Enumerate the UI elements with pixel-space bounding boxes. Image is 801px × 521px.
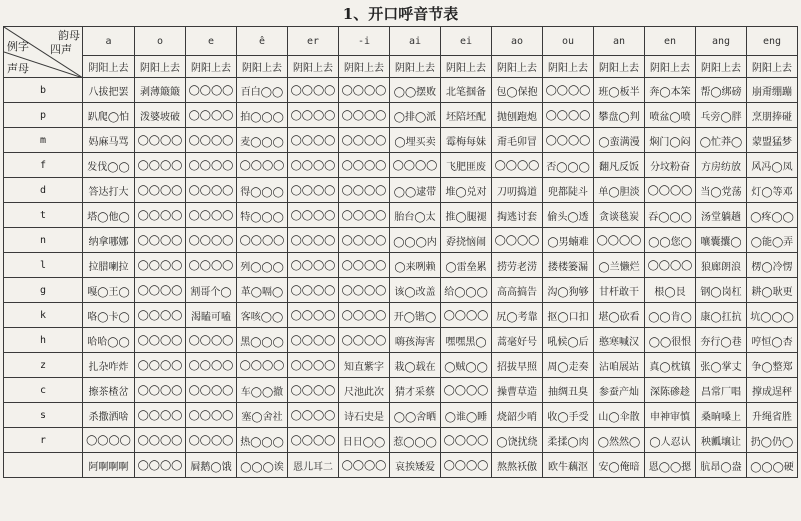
syllable-cell: ◯◯◯◯ [186, 253, 237, 278]
table-row [4, 378, 798, 403]
syllable-cell: ◯◯◯◯ [186, 78, 237, 103]
table-row [4, 228, 798, 253]
syllable-cell: ◯◯◯◯ [645, 253, 696, 278]
table-row [4, 78, 798, 103]
syllable-cell: ◯◯◯◯ [288, 428, 339, 453]
table-row [4, 153, 798, 178]
syllable-cell: ◯◯◯◯ [441, 303, 492, 328]
syllable-cell: 山◯伞散 [594, 403, 645, 428]
syllable-cell: ◯◯◯◯ [135, 428, 186, 453]
syllable-cell: 泼婆坡破 [135, 103, 186, 128]
initial-label: p [4, 103, 83, 128]
syllable-cell: 收◯手受 [543, 403, 594, 428]
tone-header: 阴阳上去 [441, 56, 492, 78]
syllable-cell: ◯◯您◯ [645, 228, 696, 253]
tone-header: 阴阳上去 [492, 56, 543, 78]
syllable-cell: 甭毛卯冒 [492, 128, 543, 153]
initial-label: l [4, 253, 83, 278]
corner-label-shengmu: 声母 [7, 62, 29, 75]
syllable-cell: 趴爬◯怕 [83, 103, 135, 128]
syllable-cell: ◯人忍认 [645, 428, 696, 453]
syllable-cell: 搂楼篓漏 [543, 253, 594, 278]
syllable-cell: ◯来咧赖 [390, 253, 441, 278]
final-header: ai [390, 27, 441, 56]
syllable-cell: ◯◯◯◯ [288, 253, 339, 278]
syllable-cell: 开◯锴◯ [390, 303, 441, 328]
syllable-cell: 革◯嗝◯ [237, 278, 288, 303]
syllable-cell: ◯◯◯◯ [288, 353, 339, 378]
syllable-cell: 兜都陡斗 [543, 178, 594, 203]
syllable-cell: ◯蛮满漫 [594, 128, 645, 153]
table-row [4, 428, 798, 453]
table-row [4, 203, 798, 228]
tone-header: 阴阳上去 [339, 56, 390, 78]
syllable-cell: 撑成逞秤 [747, 378, 798, 403]
syllable-cell: ◯◯◯◯ [339, 303, 390, 328]
table-row [4, 128, 798, 153]
syllable-cell: ◯◯◯◯ [339, 153, 390, 178]
tone-header: 阴阳上去 [747, 56, 798, 78]
syllable-cell: 奔◯本笨 [645, 78, 696, 103]
syllable-cell: 知直紫字 [339, 353, 390, 378]
syllable-cell: 妈麻马骂 [83, 128, 135, 153]
syllable-cell: 惹◯◯◯ [390, 428, 441, 453]
syllable-cell: 贪谈毯炭 [594, 203, 645, 228]
syllable-cell: ◯◯很恨 [645, 328, 696, 353]
final-header: -i [339, 27, 390, 56]
syllable-cell: 得◯◯◯ [237, 178, 288, 203]
tone-header: 阴阳上去 [186, 56, 237, 78]
initial-label: b [4, 78, 83, 103]
syllable-cell: 屙鹅◯饿 [186, 453, 237, 478]
syllable-cell: 该◯改盖 [390, 278, 441, 303]
syllable-cell: ◯◯◯◯ [288, 103, 339, 128]
syllable-cell: ◯◯◯◯ [339, 103, 390, 128]
syllable-cell: ◯◯逮带 [390, 178, 441, 203]
syllable-cell: ◯排◯派 [390, 103, 441, 128]
syllable-cell: 狼廊朗浪 [696, 253, 747, 278]
syllable-cell: 客咳◯◯ [237, 303, 288, 328]
syllable-cell: ◯◯◯◯ [135, 403, 186, 428]
syllable-cell: 夯行◯巷 [696, 328, 747, 353]
syllable-cell: ◯◯◯内 [390, 228, 441, 253]
table-row [4, 403, 798, 428]
final-header: ê [237, 27, 288, 56]
syllable-cell: 给◯◯◯ [441, 278, 492, 303]
syllable-cell: ◯◯舍晒 [390, 403, 441, 428]
syllable-cell: 柔揉◯肉 [543, 428, 594, 453]
syllable-cell: ◯男蝻难 [543, 228, 594, 253]
syllable-cell: ◯贼◯◯ [441, 353, 492, 378]
syllable-cell: ◯◯◯◯ [135, 203, 186, 228]
tone-header: 阴阳上去 [594, 56, 645, 78]
final-header: ao [492, 27, 543, 56]
syllable-cell: ◯雷垒累 [441, 253, 492, 278]
syllable-cell: 拍◯◯◯ [237, 103, 288, 128]
initial-label: s [4, 403, 83, 428]
final-header: ang [696, 27, 747, 56]
final-header: an [594, 27, 645, 56]
syllable-cell: 尻◯考靠 [492, 303, 543, 328]
syllable-cell: ◯◯◯诶 [237, 453, 288, 478]
syllable-cell: 帮◯绑磅 [696, 78, 747, 103]
page-title: 1、开口呼音节表 [342, 5, 459, 23]
syllable-cell: ◯◯◯◯ [288, 378, 339, 403]
syllable-cell: ◯◯◯◯ [186, 428, 237, 453]
syllable-cell: 安◯俺暗 [594, 453, 645, 478]
syllable-cell: ◯◯◯◯ [288, 228, 339, 253]
syllable-cell: 车◯◯撤 [237, 378, 288, 403]
initial-label: z [4, 353, 83, 378]
syllable-cell: 乓旁◯胖 [696, 103, 747, 128]
initial-label: k [4, 303, 83, 328]
syllable-cell: ◯◯◯◯ [543, 78, 594, 103]
syllable-cell: 分坟粉奋 [645, 153, 696, 178]
table-row [4, 178, 798, 203]
syllable-cell: 北笔掴备 [441, 78, 492, 103]
syllable-cell: 尺池此次 [339, 378, 390, 403]
syllable-cell: 日日◯◯ [339, 428, 390, 453]
table-row [4, 353, 798, 378]
initial-label: d [4, 178, 83, 203]
syllable-cell: 胎台◯太 [390, 203, 441, 228]
syllable-cell: 坯陪坯配 [441, 103, 492, 128]
syllable-cell: ◯◯◯◯ [135, 328, 186, 353]
syllable-cell: ◯◯肯◯ [645, 303, 696, 328]
syllable-cell: 麦◯◯◯ [237, 128, 288, 153]
syllable-cell: 抠◯口扣 [543, 303, 594, 328]
final-header: en [645, 27, 696, 56]
syllable-cell: ◯◯◯◯ [441, 453, 492, 478]
syllable-cell: 康◯扛抗 [696, 303, 747, 328]
syllable-cell: 吼候◯后 [543, 328, 594, 353]
syllable-cell: ◯◯◯◯ [237, 228, 288, 253]
syllable-cell: ◯◯◯◯ [645, 178, 696, 203]
initial-label: r [4, 428, 83, 453]
syllable-cell: 推◯腿褪 [441, 203, 492, 228]
syllable-cell: ◯◯◯◯ [339, 328, 390, 353]
syllable-cell: ◯◯◯◯ [288, 328, 339, 353]
syllable-cell: 擦茶楂岔 [83, 378, 135, 403]
final-header: e [186, 27, 237, 56]
final-header: ei [441, 27, 492, 56]
syllable-cell: 抽绸丑臭 [543, 378, 594, 403]
syllable-cell: ◯◯◯◯ [288, 203, 339, 228]
syllable-cell: 扎杂咋炸 [83, 353, 135, 378]
syllable-cell: ◯◯◯◯ [135, 178, 186, 203]
syllable-cell: 深陈碜趁 [645, 378, 696, 403]
corner-label-lizi: 例字 [7, 40, 29, 53]
syllable-cell: 申神审慎 [645, 403, 696, 428]
syllable-cell: 当◯党荡 [696, 178, 747, 203]
syllable-cell: ◯◯◯◯ [288, 278, 339, 303]
tone-header: 阴阳上去 [390, 56, 441, 78]
syllable-cell: ◯◯◯◯ [237, 353, 288, 378]
tone-header: 阴阳上去 [645, 56, 696, 78]
syllable-cell: 根◯艮 [645, 278, 696, 303]
tones-header-row [4, 56, 798, 78]
tone-header: 阴阳上去 [135, 56, 186, 78]
syllable-cell: 桑晌嗓上 [696, 403, 747, 428]
syllable-cell: 沟◯狗够 [543, 278, 594, 303]
syllable-cell: ◯◯◯◯ [83, 428, 135, 453]
syllable-cell: ◯◯◯◯ [339, 128, 390, 153]
syllable-cell: ◯◯◯◯ [135, 128, 186, 153]
syllable-cell: 飞肥匪废 [441, 153, 492, 178]
syllable-cell: 沾咱展站 [594, 353, 645, 378]
syllable-cell: 包◯保抱 [492, 78, 543, 103]
syllable-cell: 昌常厂唱 [696, 378, 747, 403]
syllable-cell: 热◯◯◯ [237, 428, 288, 453]
finals-header-row [4, 27, 798, 56]
syllable-cell: 楞◯冷愣 [747, 253, 798, 278]
tone-header: 阴阳上去 [696, 56, 747, 78]
initial-label: m [4, 128, 83, 153]
syllable-cell: 钢◯岗杠 [696, 278, 747, 303]
syllable-cell: 咯◯卡◯ [83, 303, 135, 328]
syllable-cell: 真◯枕镇 [645, 353, 696, 378]
final-header: er [288, 27, 339, 56]
syllable-cell: 高高搞告 [492, 278, 543, 303]
table-row [4, 253, 798, 278]
syllable-cell: ◯◯◯◯ [339, 453, 390, 478]
initial-label: g [4, 278, 83, 303]
syllable-cell: ◯◯◯◯ [339, 203, 390, 228]
syllable-cell: 发伐◯◯ [83, 153, 135, 178]
syllable-cell: 偷头◯透 [543, 203, 594, 228]
syllable-cell: ◯◯◯◯ [441, 428, 492, 453]
syllable-cell: ◯◯◯◯ [288, 78, 339, 103]
syllable-cell: ◯◯◯◯ [237, 153, 288, 178]
syllable-cell: 嘿嘿黑◯ [441, 328, 492, 353]
syllable-cell: 憨寒喊汉 [594, 328, 645, 353]
syllable-cell: 孬挠恼闹 [441, 228, 492, 253]
syllable-cell: ◯◯◯◯ [135, 153, 186, 178]
final-header: a [83, 27, 135, 56]
syllable-cell: 焖门◯闷 [645, 128, 696, 153]
syllable-cell: ◯◯◯◯ [288, 303, 339, 328]
syllable-cell: 塔◯他◯ [83, 203, 135, 228]
syllable-cell: 八拔把罢 [83, 78, 135, 103]
syllable-cell: 杀撒洒啥 [83, 403, 135, 428]
syllable-cell: 阿啊啊啊 [83, 453, 135, 478]
syllable-cell: 崩甭绷蹦 [747, 78, 798, 103]
table-row [4, 303, 798, 328]
initial-label: t [4, 203, 83, 228]
syllable-cell: 攀盘◯判 [594, 103, 645, 128]
initial-label: h [4, 328, 83, 353]
syllable-cell: 升绳省胜 [747, 403, 798, 428]
syllable-cell: ◯◯◯◯ [390, 153, 441, 178]
corner-label-yunmu: 韵母 [58, 29, 80, 42]
table-row [4, 103, 798, 128]
syllable-cell: 百白◯◯ [237, 78, 288, 103]
syllable-cell: 恩儿耳二 [288, 453, 339, 478]
syllable-cell: 列◯◯◯ [237, 253, 288, 278]
syllable-cell: 黑◯◯◯ [237, 328, 288, 353]
syllable-cell: 烹朋捧碰 [747, 103, 798, 128]
final-header: ou [543, 27, 594, 56]
syllable-cell: 特◯◯◯ [237, 203, 288, 228]
syllable-cell: 猜才采蔡 [390, 378, 441, 403]
syllable-cell: ◯◯◯◯ [594, 228, 645, 253]
syllable-cell: ◯◯◯◯ [288, 153, 339, 178]
syllable-cell: 秧瓤壤让 [696, 428, 747, 453]
syllable-cell: ◯忙莽◯ [696, 128, 747, 153]
syllable-cell: 掏逃讨套 [492, 203, 543, 228]
syllable-cell: ◯◯◯◯ [288, 178, 339, 203]
syllable-cell: ◯◯◯◯ [339, 178, 390, 203]
syllable-cell: 哼恒◯杏 [747, 328, 798, 353]
syllable-cell: ◯◯◯◯ [135, 378, 186, 403]
syllable-cell: 蒙盟猛梦 [747, 128, 798, 153]
syllable-cell: ◯◯◯◯ [135, 303, 186, 328]
syllable-cell: ◯◯◯◯ [186, 128, 237, 153]
syllable-cell: 刀叨捣道 [492, 178, 543, 203]
syllable-cell: ◯◯◯◯ [135, 278, 186, 303]
syllable-cell: ◯◯摆败 [390, 78, 441, 103]
initial-label [4, 453, 83, 478]
syllable-cell: 熬熬袄傲 [492, 453, 543, 478]
syllable-cell: 烧韶少哨 [492, 403, 543, 428]
syllable-cell: 单◯胆淡 [594, 178, 645, 203]
syllable-cell: ◯◯◯◯ [339, 78, 390, 103]
syllable-cell: ◯◯◯◯ [135, 453, 186, 478]
syllable-cell: ◯◯◯◯ [543, 128, 594, 153]
syllable-cell: 欧牛藕沤 [543, 453, 594, 478]
syllable-cell: 耕◯耿更 [747, 278, 798, 303]
table-row [4, 328, 798, 353]
syllable-cell: ◯◯◯◯ [543, 103, 594, 128]
syllable-cell: ◯疼◯◯ [747, 203, 798, 228]
syllable-cell: ◯◯◯◯ [492, 228, 543, 253]
syllable-cell: ◯◯◯◯ [288, 403, 339, 428]
syllable-cell: 蒿毫好号 [492, 328, 543, 353]
syllable-cell: 栽◯载在 [390, 353, 441, 378]
tone-header: 阴阳上去 [288, 56, 339, 78]
syllable-cell: 汤堂躺趟 [696, 203, 747, 228]
final-header: eng [747, 27, 798, 56]
syllable-cell: 翻凡反饭 [594, 153, 645, 178]
syllable-cell: 纳拿哪娜 [83, 228, 135, 253]
syllable-cell: ◯◯◯◯ [135, 353, 186, 378]
syllable-cell: ◯◯◯◯ [186, 103, 237, 128]
syllable-cell: 恩◯◯摁 [645, 453, 696, 478]
syllable-cell: ◯◯◯◯ [186, 353, 237, 378]
syllable-cell: 吞◯◯◯ [645, 203, 696, 228]
syllable-cell: ◯谁◯睡 [441, 403, 492, 428]
table-corner-cell [4, 27, 83, 78]
syllable-cell: 捞劳老涝 [492, 253, 543, 278]
syllable-cell: 方房纺放 [696, 153, 747, 178]
syllable-cell: ◯◯◯◯ [186, 403, 237, 428]
syllable-cell: 肮昂◯盎 [696, 453, 747, 478]
syllable-cell: ◯◯◯◯ [186, 153, 237, 178]
syllable-cell: 操曹草造 [492, 378, 543, 403]
syllable-cell: 嚷囊攮◯ [696, 228, 747, 253]
syllable-cell: 争◯整郑 [747, 353, 798, 378]
syllable-cell: 霉梅每妹 [441, 128, 492, 153]
syllable-cell: 哈哈◯◯ [83, 328, 135, 353]
syllable-cell: 张◯掌丈 [696, 353, 747, 378]
syllable-cell: 答达打大 [83, 178, 135, 203]
syllable-cell: 灯◯等邓 [747, 178, 798, 203]
syllable-cell: 扔◯仍◯ [747, 428, 798, 453]
syllable-cell: 嗨孩海害 [390, 328, 441, 353]
syllable-cell: ◯◯◯◯ [339, 253, 390, 278]
syllable-cell: ◯◯◯◯ [186, 178, 237, 203]
syllable-cell: 甘杆敢干 [594, 278, 645, 303]
syllable-cell: ◯饶扰绕 [492, 428, 543, 453]
tone-header: 阴阳上去 [83, 56, 135, 78]
corner-label-sisheng: 四声 [50, 43, 72, 56]
syllable-cell: 参蚕产灿 [594, 378, 645, 403]
syllable-cell: 风冯◯凤 [747, 153, 798, 178]
initial-label: c [4, 378, 83, 403]
syllable-cell: 渴瞌可嗑 [186, 303, 237, 328]
syllable-cell: ◯◯◯◯ [135, 253, 186, 278]
syllable-cell: ◯◯◯◯ [186, 228, 237, 253]
syllable-cell: ◯能◯弄 [747, 228, 798, 253]
syllable-cell: ◯◯◯◯ [186, 203, 237, 228]
syllable-cell: ◯◯◯◯ [186, 378, 237, 403]
syllable-cell: ◯兰懒烂 [594, 253, 645, 278]
final-header: o [135, 27, 186, 56]
syllable-cell: ◯◯◯◯ [135, 228, 186, 253]
syllable-cell: 诗石史是 [339, 403, 390, 428]
syllable-cell: 抛刨跑炮 [492, 103, 543, 128]
syllable-cell: 坑◯◯◯ [747, 303, 798, 328]
syllable-cell: 哀挨矮爱 [390, 453, 441, 478]
initial-label: n [4, 228, 83, 253]
syllable-cell: ◯◯◯硬 [747, 453, 798, 478]
syllable-cell: 喷盆◯喷 [645, 103, 696, 128]
syllable-cell: 嘎◯王◯ [83, 278, 135, 303]
syllable-cell: 招拔早照 [492, 353, 543, 378]
syllable-cell: 班◯板半 [594, 78, 645, 103]
syllable-cell: ◯然然◯ [594, 428, 645, 453]
table-row [4, 278, 798, 303]
initial-label: f [4, 153, 83, 178]
tone-header: 阴阳上去 [237, 56, 288, 78]
syllable-cell: 塞◯舍社 [237, 403, 288, 428]
syllable-cell: ◯◯◯◯ [339, 228, 390, 253]
tone-header: 阴阳上去 [543, 56, 594, 78]
syllable-cell: 割哥个◯ [186, 278, 237, 303]
syllable-cell: ◯◯◯◯ [339, 278, 390, 303]
syllable-cell: 拉腊喇拉 [83, 253, 135, 278]
syllable-cell: 堪◯砍看 [594, 303, 645, 328]
syllable-table [3, 26, 798, 478]
syllable-cell: 剥薄簸簸 [135, 78, 186, 103]
syllable-cell: ◯埋买卖 [390, 128, 441, 153]
syllable-cell: ◯◯◯◯ [492, 153, 543, 178]
syllable-cell: 否◯◯◯ [543, 153, 594, 178]
syllable-cell: ◯◯◯◯ [288, 128, 339, 153]
table-row [4, 453, 798, 478]
syllable-cell: 堆◯兑对 [441, 178, 492, 203]
syllable-cell: ◯◯◯◯ [441, 378, 492, 403]
syllable-cell: ◯◯◯◯ [186, 328, 237, 353]
syllable-cell: 周◯走奏 [543, 353, 594, 378]
